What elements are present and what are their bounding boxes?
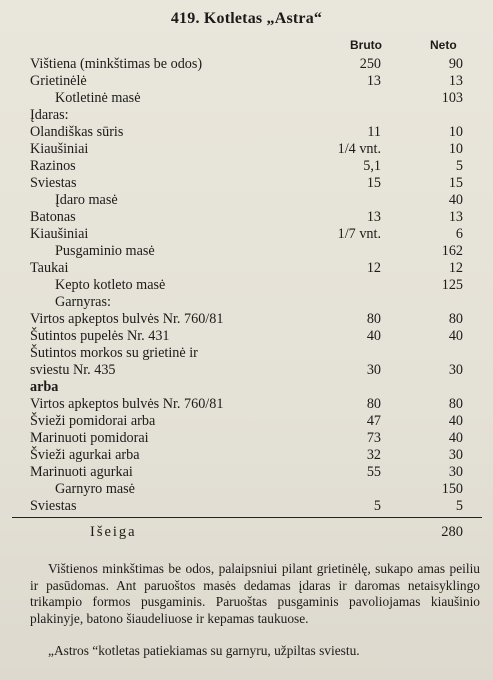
bruto-value: 5,1 (363, 158, 381, 174)
ingredient-name-continued: sviestu Nr. 435 (30, 362, 116, 378)
ingredient-name: Vištiena (minkštimas be odos) (30, 56, 203, 72)
ingredient-name: Olandiškas sūris (30, 124, 124, 140)
table-row (0, 430, 493, 447)
bruto-value: 80 (366, 396, 381, 412)
bruto-value: 250 (359, 56, 381, 72)
ingredient-name: Švieži agurkai arba (30, 447, 140, 463)
ingredient-name: Garnyras: (55, 294, 111, 310)
ingredient-name: Taukai (30, 260, 69, 276)
table-row (0, 396, 493, 413)
bruto-value: 12 (366, 260, 381, 276)
table-row (0, 192, 493, 209)
table-row (0, 56, 493, 73)
bruto-value: 15 (366, 175, 381, 191)
divider-line (12, 517, 482, 518)
neto-value: 5 (455, 158, 463, 174)
bruto-value: 32 (366, 447, 381, 463)
table-row (0, 311, 493, 328)
neto-value: 30 (448, 447, 463, 463)
ingredient-name: Sviestas (30, 175, 77, 191)
neto-value: 40 (448, 413, 463, 429)
bruto-value: 11 (367, 124, 381, 140)
bruto-value: 47 (366, 413, 381, 429)
table-row (0, 73, 493, 90)
ingredient-name: Sviestas (30, 498, 77, 514)
neto-value: 103 (441, 90, 463, 106)
bruto-value: 13 (366, 73, 381, 89)
neto-value: 30 (448, 362, 463, 378)
ingredient-table (0, 56, 493, 515)
ingredient-name: Grietinėlė (30, 73, 87, 89)
bruto-value: 73 (366, 430, 381, 446)
neto-value: 150 (441, 481, 463, 497)
table-row (0, 90, 493, 107)
neto-value: 90 (448, 56, 463, 72)
table-row (0, 175, 493, 192)
bruto-value: 13 (366, 209, 381, 225)
column-header-neto: Neto (430, 38, 457, 52)
ingredient-name: Šutintos pupelės Nr. 431 (30, 328, 170, 344)
neto-value: 162 (441, 243, 463, 259)
ingredient-name: Kotletinė masė (55, 90, 141, 106)
bruto-value: 30 (366, 362, 381, 378)
ingredient-name: Pusgaminio masė (55, 243, 155, 259)
ingredient-name: Batonas (30, 209, 76, 225)
table-row (0, 294, 493, 311)
bruto-value: 80 (366, 311, 381, 327)
ingredient-name: Razinos (30, 158, 76, 174)
instructions-paragraph: Vištienos minkštimas be odos, palaipsniui pilant grietinėlę, sukapo amas peiliu ir pasūdomas. Ant paruoštos masės dedamas įdaras ir daromas netaisyklingo trikampio formos pusgaminis. Paruoštas pusgaminis pavoliojamas kiaušinio plakinyje, batono šiaudeliuose ir kepamas taukuose. (30, 561, 480, 626)
neto-value: 13 (448, 73, 463, 89)
neto-value: 10 (448, 141, 463, 157)
table-row (0, 141, 493, 158)
table-row (0, 413, 493, 430)
table-row (0, 345, 493, 379)
ingredient-name: Garnyro masė (55, 481, 135, 497)
bruto-value: 1/4 vnt. (337, 141, 381, 157)
neto-value: 15 (448, 175, 463, 191)
ingredient-name: Virtos apkeptos bulvės Nr. 760/81 (30, 311, 224, 327)
ingredient-name: Kepto kotleto masė (55, 277, 166, 293)
bruto-value: 55 (366, 464, 381, 480)
neto-value: 30 (448, 464, 463, 480)
table-row (0, 260, 493, 277)
ingredient-name: Kiaušiniai (30, 141, 89, 157)
neto-value: 125 (441, 277, 463, 293)
column-header-bruto: Bruto (350, 38, 382, 52)
table-row (0, 107, 493, 124)
neto-value: 40 (448, 192, 463, 208)
yield-row (0, 524, 493, 542)
table-row (0, 498, 493, 515)
neto-value: 10 (448, 124, 463, 140)
table-row (0, 464, 493, 481)
neto-value: 80 (448, 396, 463, 412)
table-row (0, 481, 493, 498)
table-row (0, 379, 493, 396)
ingredient-name: arba (30, 379, 59, 395)
table-row (0, 328, 493, 345)
bruto-value: 1/7 vnt. (337, 226, 381, 242)
neto-value: 80 (448, 311, 463, 327)
neto-value: 5 (455, 498, 463, 514)
ingredient-name: Marinuoti pomidorai (30, 430, 149, 446)
table-row (0, 158, 493, 175)
recipe-title: 419. Kotletas „Astra“ (170, 10, 323, 27)
neto-value: 12 (448, 260, 463, 276)
table-row (0, 209, 493, 226)
ingredient-name: Šutintos morkos su grietinė ir (30, 345, 198, 361)
neto-value: 6 (455, 226, 463, 242)
ingredient-name: Įdaras: (30, 107, 69, 123)
neto-value: 40 (448, 328, 463, 344)
table-row (0, 124, 493, 141)
table-row (0, 243, 493, 260)
neto-value: 13 (448, 209, 463, 225)
ingredient-name: Marinuoti agurkai (30, 464, 133, 480)
ingredient-name: Įdaro masė (55, 192, 118, 208)
yield-label: Išeiga (90, 524, 137, 540)
yield-value: 280 (441, 524, 463, 540)
table-row (0, 277, 493, 294)
bruto-value: 40 (366, 328, 381, 344)
neto-value: 40 (448, 430, 463, 446)
table-row (0, 226, 493, 243)
table-row (0, 447, 493, 464)
ingredient-name: Virtos apkeptos bulvės Nr. 760/81 (30, 396, 224, 412)
ingredient-name: Švieži pomidorai arba (30, 413, 156, 429)
serving-paragraph: „Astros “kotletas patiekiamas su garnyru, užpiltas sviestu. (48, 643, 360, 658)
ingredient-name: Kiaušiniai (30, 226, 89, 242)
bruto-value: 5 (373, 498, 381, 514)
